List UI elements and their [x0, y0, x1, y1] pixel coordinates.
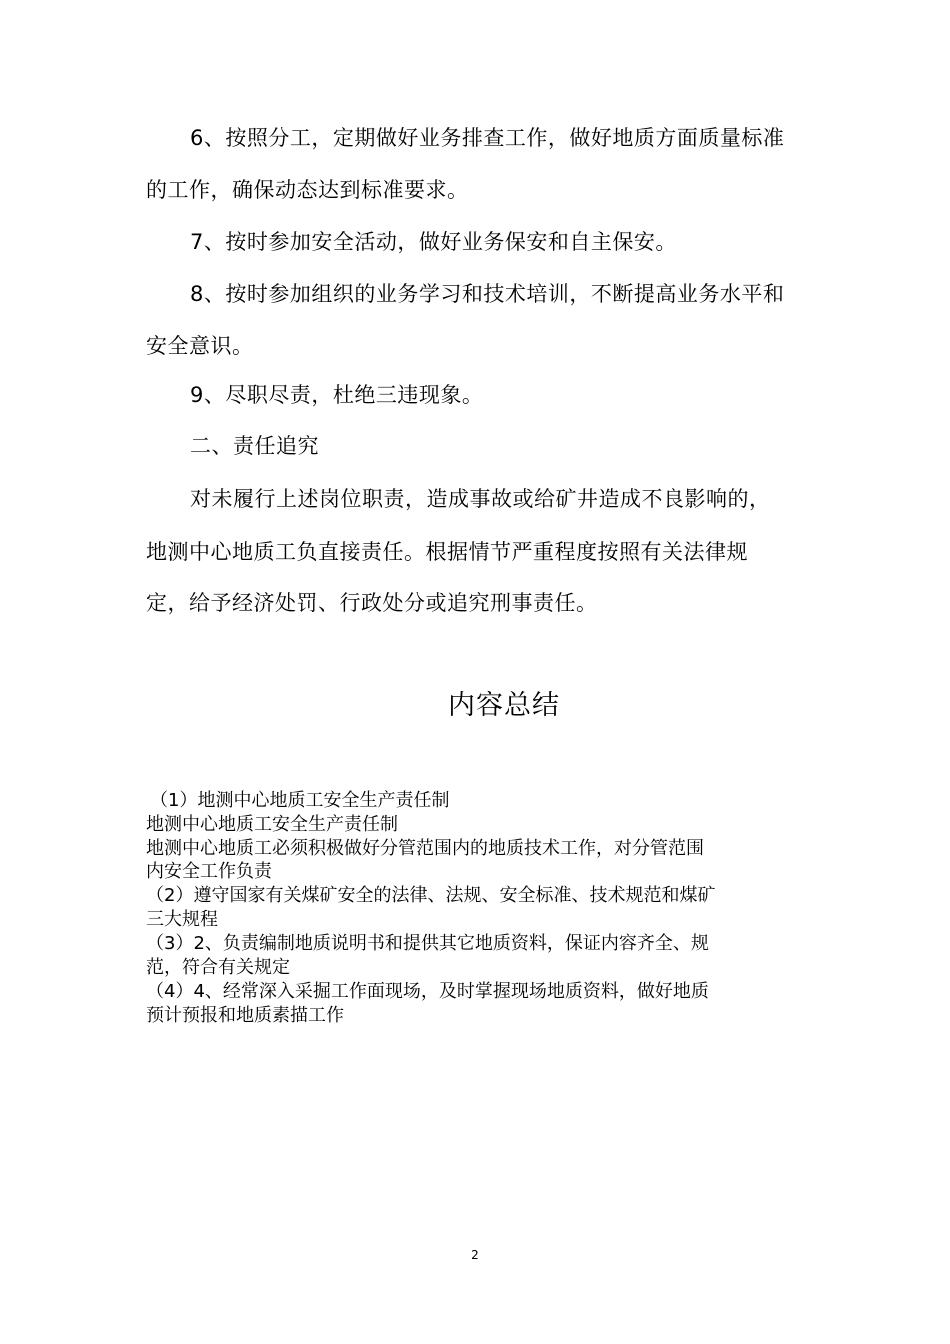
body-line-9: 地测中心地质工负直接责任。根据情节严重程度按照有关法律规	[146, 540, 748, 564]
body-line-5: 安全意识。	[146, 334, 254, 358]
summary-line-8: 范，符合有关规定	[146, 957, 290, 978]
body-line-10: 定，给予经济处罚、行政处分或追究刑事责任。	[146, 591, 598, 615]
body-line-6: 9、尽职尽责，杜绝三违现象。	[190, 383, 484, 407]
summary-line-6: 三大规程	[146, 909, 218, 930]
body-line-3: 7、按时参加安全活动，做好业务保安和自主保安。	[190, 230, 677, 254]
summary-line-2: 地测中心地质工安全生产责任制	[146, 814, 398, 835]
body-line-2: 的工作，确保动态达到标准要求。	[146, 178, 469, 202]
body-line-1: 6、按照分工，定期做好业务排查工作，做好地质方面质量标准	[190, 126, 785, 150]
summary-line-1: （1）地测中心地质工安全生产责任制	[150, 790, 450, 811]
summary-line-10: 预计预报和地质素描工作	[146, 1005, 344, 1026]
summary-line-9: （4）4、经常深入采掘工作面现场，及时掌握现场地质资料，做好地质	[146, 981, 709, 1002]
summary-line-4: 内安全工作负责	[146, 861, 272, 882]
section-heading: 二、责任追究	[190, 434, 319, 458]
page-number: 2	[471, 1248, 479, 1262]
body-line-8: 对未履行上述岗位职责，造成事故或给矿井造成不良影响的，	[190, 487, 771, 511]
summary-line-7: （3）2、负责编制地质说明书和提供其它地质资料，保证内容齐全、规	[146, 933, 709, 954]
summary-line-3: 地测中心地质工必须积极做好分管范围内的地质技术工作，对分管范围	[146, 838, 704, 859]
body-line-4: 8、按时参加组织的业务学习和技术培训，不断提高业务水平和	[190, 282, 785, 306]
summary-title: 内容总结	[448, 690, 560, 721]
summary-line-5: （2）遵守国家有关煤矿安全的法律、法规、安全标准、技术规范和煤矿	[146, 885, 716, 906]
